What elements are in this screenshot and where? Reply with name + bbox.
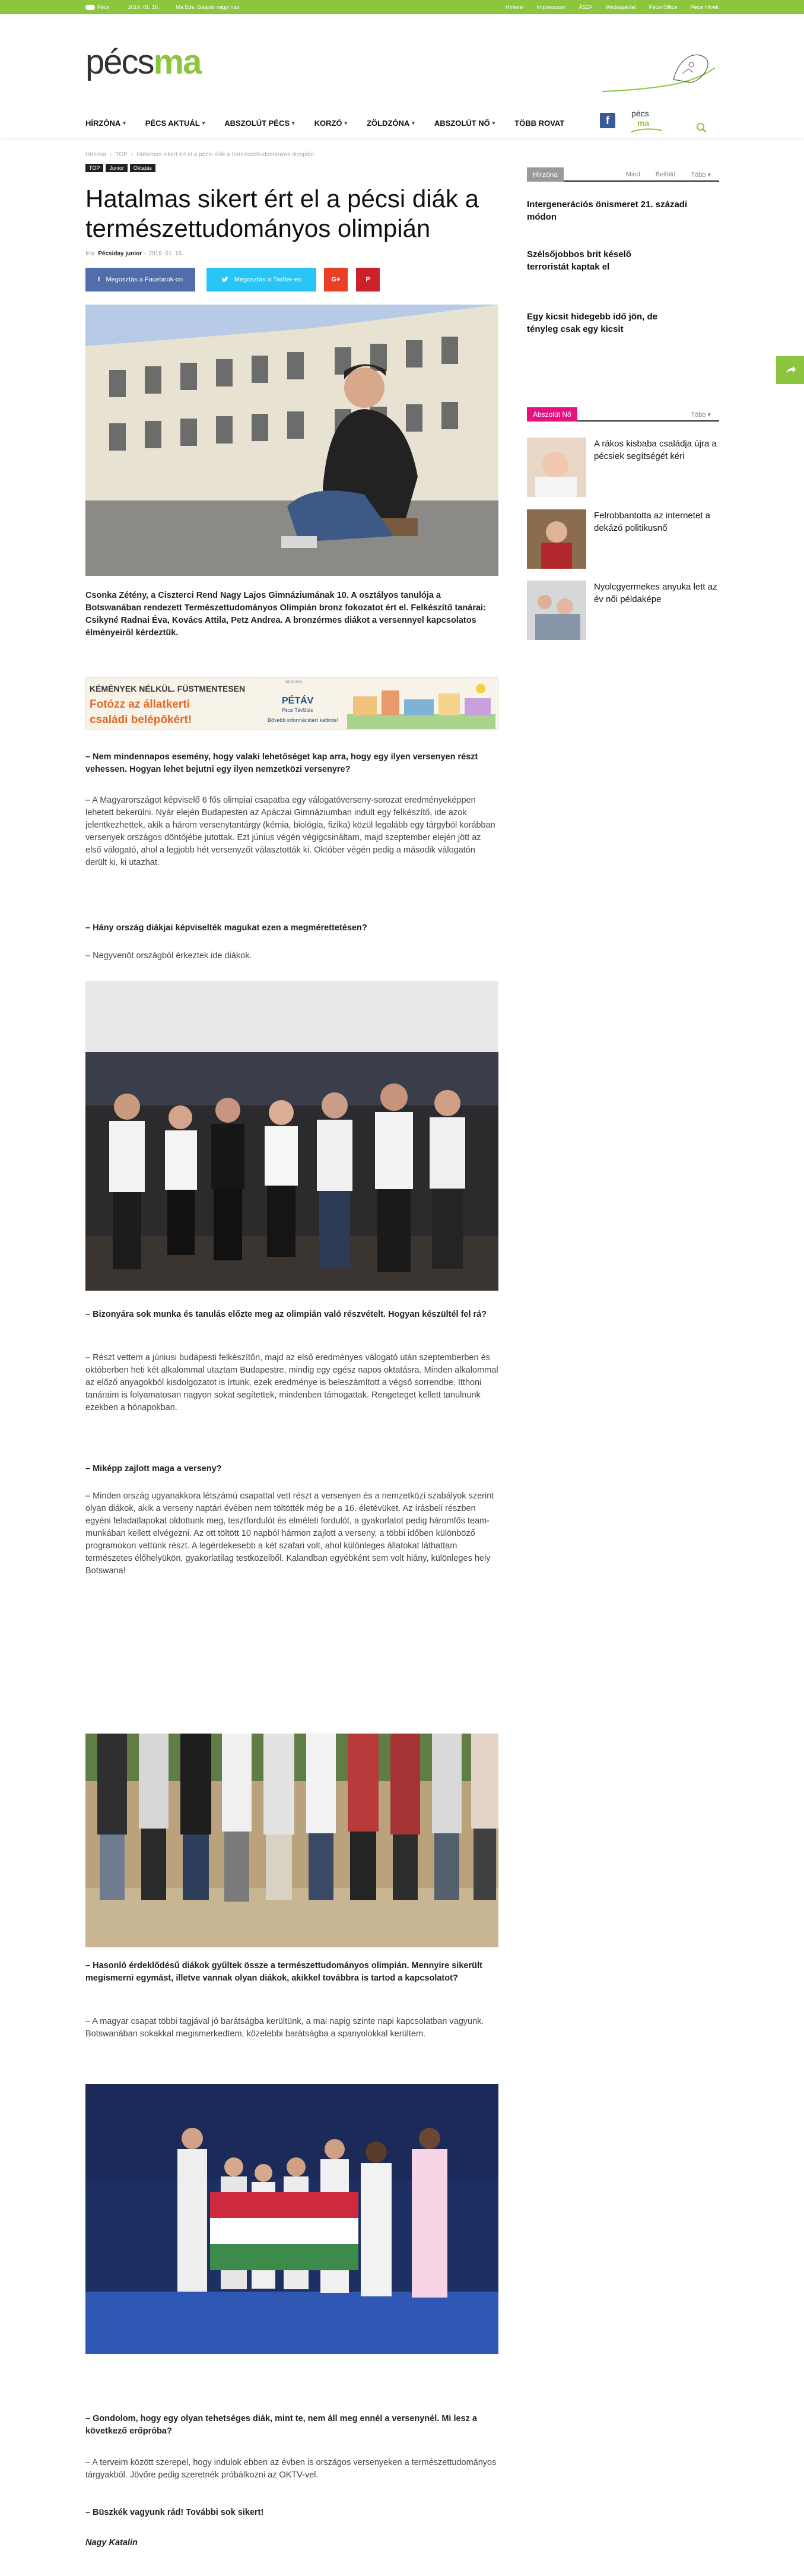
nav-item-pecs-aktual[interactable] (145, 119, 205, 128)
header-decoration-icon (602, 44, 715, 97)
chevron-down-icon: ▾ (202, 119, 205, 126)
mini-logo-icon (629, 106, 665, 135)
sidebar-news-link[interactable]: Egy kicsit hidegebb idő jön, de tényleg csak egy kicsit (527, 312, 658, 334)
article-closing: – Büszkék vagyunk rád! További sok sikert! (85, 2508, 264, 2517)
google-plus-icon: G+ (331, 276, 341, 283)
ad-brand-sub: Pécsi Távfűtés (282, 708, 313, 713)
article-date: 2019. 01. 16. (148, 251, 183, 257)
nav-item-korzo[interactable] (314, 119, 347, 128)
site-header (0, 14, 804, 138)
ad-label: hirdetés (285, 679, 303, 685)
answer-5: – A magyar csapat többi tagjával jó barátságba kerültünk, a mai napig szinte napi kapcsolatban vagyunk. Botswanában sokakkal megismerkedtem, közelebbi barátságba a spanyolokkal kerültem. (85, 2017, 484, 2039)
nav-item-abszolut-pecs[interactable] (224, 119, 294, 128)
logo-part-ma: ma (153, 43, 201, 81)
article-title: Hatalmas sikert ért el a pécsi diák a természettudományos olimpián (85, 185, 479, 242)
share-facebook-button[interactable] (85, 268, 195, 291)
top-bar (0, 0, 804, 14)
answer-4: – Minden ország ugyanakkora létszámú csapattal vett részt a versenyen és a nemzetközi szabályok szerint olyan diákok, akik a verseny naptári évében nem töltötték még be a 16. életévüket. Az írásbeli részben egyéni feladatlapokat oldottunk meg, tesztfordulót és elméleti fordulót, a gyakorlatot pedig háromfős team-munkában kellett elvégezni. Az ott töltött 10 napból hármon zajlott a verseny, a többi időben különböző programokon vettünk részt. A legérdekesebb a két szafari volt, ahol különleges állatokat láthattam természetes élőhelyükön, gyakorlatilag testközelből. Kalandban egyébként sem volt hiány, különleges hely Botswana! (85, 1491, 494, 1576)
article-tags (85, 164, 155, 172)
nav-label: ZÖLDZÓNA (367, 118, 410, 128)
top-link-impressum[interactable]: Impresszum (536, 4, 566, 10)
question-5: – Hasonló érdeklődésű diákok gyűltek össze a természettudományos olimpián. Mennyire sikerült megismerni egymást, illetve vannak olyan diákok, akikkel továbbra is tartod a kapcsolatot? (85, 1961, 482, 1983)
sidebar-thumb-2[interactable] (527, 509, 586, 569)
nav-label: TÖBB ROVAT (514, 118, 565, 128)
cloud-icon (85, 5, 95, 10)
tag-top[interactable]: TOP (85, 164, 103, 172)
question-2: – Hány ország diákjai képviselték magukat ezen a megmérettetésen? (85, 923, 367, 933)
sidebar-news-link[interactable]: Intergenerációs önismeret 21. századi módon (527, 199, 688, 222)
breadcrumb-separator: › (131, 151, 134, 158)
byline-separator: - (144, 251, 147, 257)
logo-part-pecs: pécs (85, 43, 154, 81)
breadcrumb-separator: › (110, 151, 112, 158)
chevron-down-icon: ▾ (344, 119, 348, 126)
sidebar-thumb-3[interactable] (527, 581, 586, 640)
article-main-photo (85, 305, 498, 576)
twitter-icon (221, 277, 228, 283)
ad-line-2: Fotózz az állatkerti (90, 698, 190, 711)
nav-label: PÉCS AKTUÁL (145, 118, 200, 128)
ad-headline: KÉMÉNYEK NÉLKÜL. FÜSTMENTESEN (90, 684, 246, 693)
nav-item-tobb-rovat[interactable] (514, 119, 564, 128)
svg-text:pécs: pécs (631, 109, 649, 118)
answer-2: – Negyvenöt országból érkeztek ide diákok. (85, 951, 252, 961)
sidebar-hirzona-label: Hírzóna (527, 167, 564, 182)
team-photo-flag (85, 2084, 498, 2354)
nameday-text: Ma Ede, Gáspár nagyi nap (176, 4, 240, 10)
share-twitter-label: Megosztás a Twitter-en (234, 276, 302, 283)
sidebar-tab-tobb[interactable]: Több ▾ (691, 411, 711, 419)
share-google-button[interactable] (324, 268, 348, 291)
pinterest-icon: P (366, 276, 370, 283)
ad-banner[interactable] (85, 677, 498, 730)
nav-label: KORZÓ (314, 118, 342, 128)
ad-line-3: családi belépőkért! (90, 714, 192, 726)
tag-oktatas[interactable]: Oktatás (130, 164, 155, 172)
top-link-media[interactable]: Médiaajánlat (605, 4, 636, 10)
chevron-down-icon: ▾ (412, 119, 415, 126)
sidebar-abszolut-no-header (527, 407, 719, 422)
search-icon[interactable] (696, 122, 707, 133)
current-date: 2019. 01. 16. (128, 4, 160, 10)
sidebar-article-link[interactable]: Nyolcgyermekes anyuka lett az év női példaképe (594, 582, 717, 604)
question-1: – Nem mindennapos esemény, hogy valaki lehetőséget kap arra, hogy egy ilyen versenyen részt vehessen. Hogyan lehet bejutni egy ilyen nemzetközi versenyre? (85, 752, 478, 774)
facebook-icon: f (97, 276, 100, 283)
answer-3: – Részt vettem a júniusi budapesti felkészítőn, majd az első eredményes válogató után szeptemberben és októberben heti két alkalommal utaztam Budapestre, mindig egy egész napos oktatásra. Minden alkalommal az előző anyagokból kisdolgozatot is írtunk, ezek eredménye is beleszámított a végső sorrendbe. Itthoni tanáraim is folyamatosan nagyon sokat segítettek, mindenben támogattak. Rengeteget kellett tanulnunk ezekben a hónapokban. (85, 1353, 498, 1412)
sidebar-article-link[interactable]: A rákos kisbaba családja újra a pécsiek segítségét kéri (594, 439, 717, 461)
pecsma-mini-logo[interactable] (629, 106, 665, 135)
ad-brand: PÉTÁV (282, 696, 314, 706)
article-author[interactable]: Pécsiday junior (98, 251, 142, 257)
top-link-hivek[interactable]: Pécsi Hívek (690, 4, 719, 10)
svg-text:ma: ma (637, 118, 650, 128)
article-lead: Csonka Zétény, a Ciszterci Rend Nagy Lajos Gimnáziumának 10. A osztályos tanulója a Botswanában rendezett Természettudományos Olimpián bronz fokozatot ért el. Felkészítő tanárai: Csikyné Radnai Éva, Kovács Attila, Petz Andrea. A bronzérmes diákot a versennyel kapcsolatos élményeiről kérdeztük. (85, 591, 486, 638)
team-photo-outdoor (85, 1734, 498, 1947)
share-facebook-label: Megosztás a Facebook-on (106, 276, 183, 283)
breadcrumb-hirzona[interactable]: Hírzóna (85, 151, 107, 158)
nav-label: HÍRZÓNA (85, 118, 121, 128)
top-link-aszf[interactable]: ÁSZF (579, 4, 593, 10)
question-6: – Gondolom, hogy egy olyan tehetséges diák, mint te, nem áll meg ennél a versenynél. Mi lesz a következő erőpróba? (85, 2414, 477, 2436)
nav-item-abszolut-no[interactable] (434, 119, 495, 128)
main-nav (85, 96, 584, 150)
question-3: – Bizonyára sok munka és tanulás előzte meg az olimpián való részvételt. Hogyan készültél fel rá? (85, 1310, 487, 1319)
nav-label: ABSZOLÚT PÉCS (224, 118, 290, 128)
top-link-office[interactable]: Pécsi Office (649, 4, 678, 10)
weather-city: Pécs (97, 4, 110, 10)
team-photo-indoor (85, 981, 498, 1291)
nav-item-hirzona[interactable] (85, 119, 126, 128)
sidebar-thumb-1[interactable] (527, 438, 586, 497)
ad-city-illustration (347, 682, 495, 729)
chevron-down-icon: ▾ (123, 119, 126, 126)
chevron-down-icon: ▾ (492, 119, 495, 126)
tag-junior[interactable]: Junior (106, 164, 128, 172)
chevron-down-icon: ▾ (292, 119, 295, 126)
article-signature: Nagy Katalin (85, 2538, 138, 2548)
site-logo[interactable] (85, 45, 201, 80)
question-4: – Miképp zajlott maga a verseny? (85, 1464, 222, 1474)
breadcrumb-top[interactable]: TOP (115, 151, 128, 158)
byline-prefix: Írta: (85, 251, 96, 257)
ad-cta: Bővebb információért kattints! (268, 717, 338, 723)
share-arrow-icon (784, 365, 796, 376)
nav-item-zoldzona[interactable] (367, 119, 415, 128)
sidebar-tab-tobb[interactable]: Több ▾ (691, 171, 711, 179)
answer-6: – A terveim között szerepel, hogy indulok ebben az évben is országos versenyeken a természettudományos tárgyakból. Jövőre pedig szeretnék próbálkozni az OKTV-vel. (85, 2458, 497, 2480)
nav-label: ABSZOLÚT NŐ (434, 118, 490, 128)
floating-share-button[interactable] (776, 356, 804, 384)
facebook-icon[interactable]: f (600, 113, 615, 128)
share-twitter-button[interactable] (206, 268, 316, 291)
breadcrumb (85, 151, 314, 158)
article-byline (85, 251, 183, 257)
sidebar-tab-mind[interactable]: Mind (625, 171, 640, 178)
sidebar-hirzona-header (527, 167, 719, 182)
sidebar-news-link[interactable]: Szélsőjobbos brit késelő terroristát kaptak el (527, 249, 631, 272)
weather-widget (85, 4, 109, 10)
top-link-newsletter[interactable]: Hírlevél (506, 4, 524, 10)
sidebar-tab-belfold[interactable]: Belföld (655, 171, 676, 178)
answer-1: – A Magyarországot képviselő 6 fős olimpiai csapatba egy válogatóverseny-sorozat eredményeképpen lehetett bekerülni. Nyár elején Budapesten az Apáczai Gimnáziumban indult egy felkészítő, ide azok jelentkezhettek, akik a három versenytantárgy (kémia, biológia, fizika) közül legalább egy tárgyból korábban versenyek országos döntőjébe jutottak. Ezt június végén végigcsináltam, majd szeptember elején jött az első válogató, ahol a legjobb hét versenyzőt választották ki. Október végén pedig a második válogatón derült ki, ki utazhat. (85, 796, 495, 867)
breadcrumb-current: Hatalmas sikert ért el a pécsi diák a természettudományos olimpián (136, 151, 314, 158)
sidebar-article-link[interactable]: Felrobbantotta az internetet a dekázó politikusnő (594, 511, 710, 533)
sidebar-abszolut-no-label: Abszolút Nő (527, 407, 577, 422)
share-pinterest-button[interactable] (356, 268, 380, 291)
